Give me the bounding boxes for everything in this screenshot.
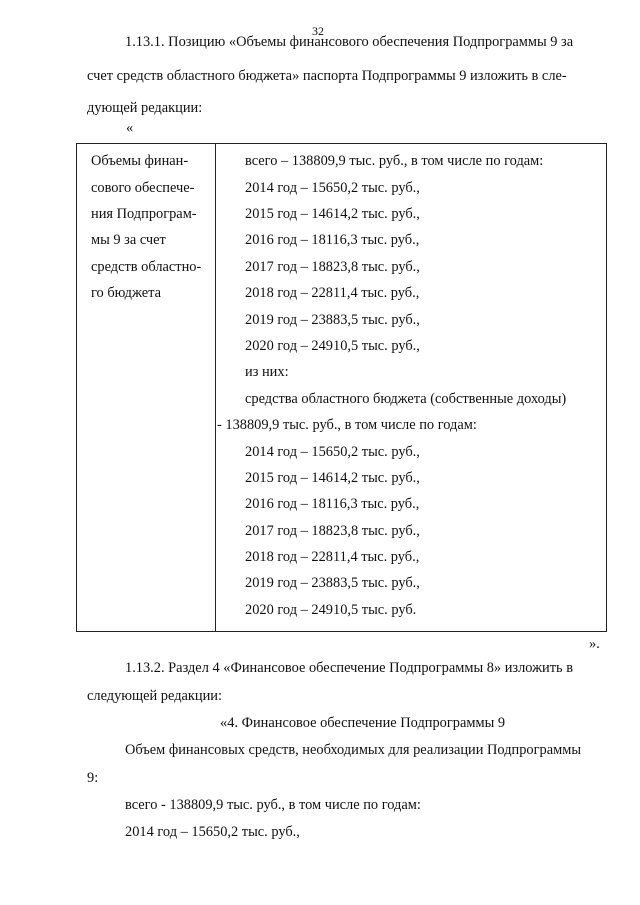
right-cell-line: 2019 год – 23883,5 тыс. руб., <box>245 312 420 328</box>
open-quote: « <box>126 120 134 136</box>
funding-table <box>76 143 607 632</box>
left-cell-line: го бюджета <box>91 285 161 301</box>
left-cell-line: Объемы финан- <box>91 153 189 169</box>
paragraph-line: 1.13.2. Раздел 4 «Финансовое обеспечение Подпрограммы 8» изложить в <box>125 660 573 676</box>
close-quote: ». <box>589 636 600 652</box>
right-cell-line: всего – 138809,9 тыс. руб., в том числе по годам: <box>245 153 544 169</box>
paragraph-line: Объем финансовых средств, необходимых для реализации Подпрограммы <box>125 742 581 758</box>
right-cell-line: 2014 год – 15650,2 тыс. руб., <box>245 444 420 460</box>
right-cell-line: 2016 год – 18116,3 тыс. руб., <box>245 496 420 512</box>
page-number: 32 <box>312 24 324 38</box>
right-cell-line: - 138809,9 тыс. руб., в том числе по годам: <box>217 417 477 433</box>
right-cell-line: 2020 год – 24910,5 тыс. руб., <box>245 338 420 354</box>
right-cell-line: 2015 год – 14614,2 тыс. руб., <box>245 470 420 486</box>
left-cell-line: средств областно- <box>91 259 202 275</box>
paragraph-line: 9: <box>87 770 99 786</box>
right-cell-line: 2015 год – 14614,2 тыс. руб., <box>245 206 420 222</box>
paragraph-line: следующей редакции: <box>87 688 222 704</box>
right-cell-line: средства областного бюджета (собственные доходы) <box>245 391 567 407</box>
year-2014-line: 2014 год – 15650,2 тыс. руб., <box>125 824 300 840</box>
paragraph-line: 1.13.1. Позицию «Объемы финансового обеспечения Подпрограммы 9 за <box>125 34 574 50</box>
right-cell-line: 2016 год – 18116,3 тыс. руб., <box>245 232 420 248</box>
left-cell-line: сового обеспече- <box>91 180 195 196</box>
right-cell-line: 2018 год – 22811,4 тыс. руб., <box>245 549 420 565</box>
paragraph-line: дующей редакции: <box>87 100 203 116</box>
right-cell-line: из них: <box>245 364 289 380</box>
right-cell-line: 2018 год – 22811,4 тыс. руб., <box>245 285 420 301</box>
total-line: всего - 138809,9 тыс. руб., в том числе по годам: <box>125 797 421 813</box>
right-cell-line: 2017 год – 18823,8 тыс. руб., <box>245 259 420 275</box>
paragraph-line: счет средств областного бюджета» паспорта Подпрограммы 9 изложить в сле- <box>87 68 567 84</box>
section-heading: «4. Финансовое обеспечение Подпрограммы 9 <box>220 715 506 731</box>
right-cell-line: 2017 год – 18823,8 тыс. руб., <box>245 523 420 539</box>
right-cell-line: 2020 год – 24910,5 тыс. руб. <box>245 602 417 618</box>
left-cell-line: мы 9 за счет <box>91 232 166 248</box>
left-cell-line: ния Подпрограм- <box>91 206 197 222</box>
table-column-divider <box>215 144 216 631</box>
right-cell-line: 2019 год – 23883,5 тыс. руб., <box>245 575 420 591</box>
right-cell-line: 2014 год – 15650,2 тыс. руб., <box>245 180 420 196</box>
